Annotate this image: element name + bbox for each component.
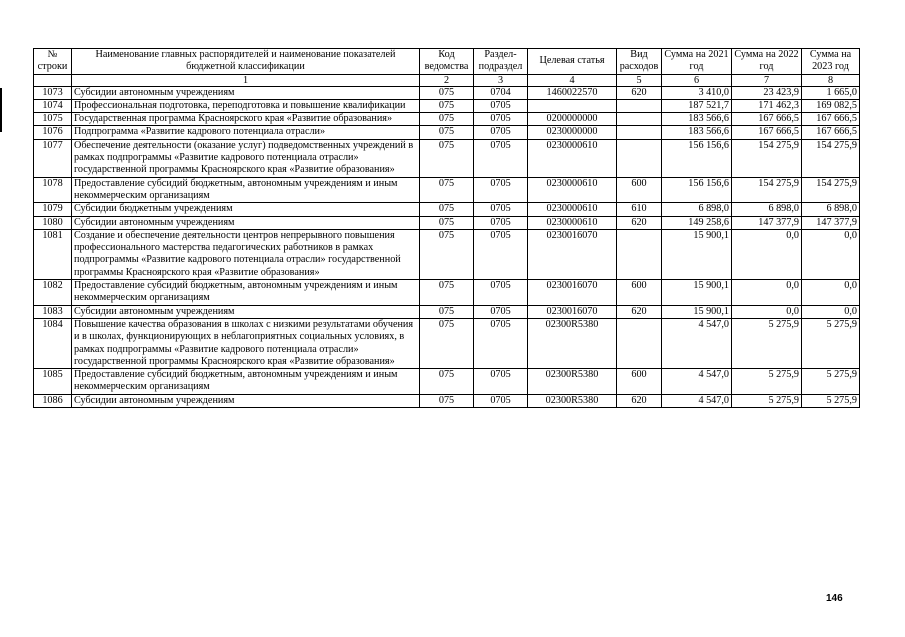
name-cell: Субсидии бюджетным учреждениям — [72, 203, 420, 216]
sum-2022-cell: 171 462,3 — [732, 99, 802, 112]
header-name: Наименование главных распорядителей и наименование показателей бюджетной классификации — [72, 49, 420, 75]
row-number-cell: 1080 — [34, 216, 72, 229]
expense-type-cell — [617, 126, 662, 139]
row-number-cell: 1082 — [34, 280, 72, 306]
expense-type-cell: 620 — [617, 394, 662, 407]
table-row — [34, 113, 860, 126]
expense-type-cell: 620 — [617, 305, 662, 318]
section-cell: 0705 — [474, 318, 528, 368]
expense-type-cell — [617, 229, 662, 279]
header-expense-type: Вид расходов — [617, 49, 662, 75]
sum-2021-cell: 6 898,0 — [662, 203, 732, 216]
header-department-code: Код ведомства — [420, 49, 474, 75]
header-section: Раздел-подраздел — [474, 49, 528, 75]
name-cell: Повышение качества образования в школах с низкими результатами обучения и в школах, функционирующих в неблагоприятных социальных условиях, в рамках подпрограммы «Развитие кадрового потенциала отрасли» государственной программы Красноярского края «Развитие образования» — [72, 318, 420, 368]
expense-type-cell — [617, 139, 662, 177]
target-article-cell: 1460022570 — [528, 86, 617, 99]
department-code-cell: 075 — [420, 177, 474, 203]
department-code-cell: 075 — [420, 126, 474, 139]
target-article-cell: 0230000610 — [528, 177, 617, 203]
sum-2021-cell: 4 547,0 — [662, 369, 732, 395]
sum-2022-cell: 154 275,9 — [732, 177, 802, 203]
table-row — [34, 369, 860, 395]
section-cell: 0705 — [474, 369, 528, 395]
expense-type-cell: 620 — [617, 86, 662, 99]
target-article-cell: 0230000610 — [528, 203, 617, 216]
department-code-cell: 075 — [420, 203, 474, 216]
section-cell: 0705 — [474, 280, 528, 306]
header-row-number: № строки — [34, 49, 72, 75]
row-number-cell: 1084 — [34, 318, 72, 368]
margin-mark — [0, 88, 2, 132]
sum-2022-cell: 0,0 — [732, 280, 802, 306]
department-code-cell: 075 — [420, 86, 474, 99]
name-cell: Государственная программа Красноярского края «Развитие образования» — [72, 113, 420, 126]
table-row — [34, 394, 860, 407]
sum-2023-cell: 167 666,5 — [802, 126, 860, 139]
expense-type-cell — [617, 113, 662, 126]
sum-2022-cell: 23 423,9 — [732, 86, 802, 99]
table-row — [34, 280, 860, 306]
department-code-cell: 075 — [420, 318, 474, 368]
header-sum-2021: Сумма на 2021 год — [662, 49, 732, 75]
column-number: 5 — [617, 74, 662, 86]
sum-2023-cell: 0,0 — [802, 229, 860, 279]
header-sum-2022: Сумма на 2022 год — [732, 49, 802, 75]
column-number: 8 — [802, 74, 860, 86]
sum-2023-cell: 169 082,5 — [802, 99, 860, 112]
table-row — [34, 139, 860, 177]
sum-2021-cell: 183 566,6 — [662, 126, 732, 139]
sum-2022-cell: 154 275,9 — [732, 139, 802, 177]
department-code-cell: 075 — [420, 305, 474, 318]
sum-2021-cell: 187 521,7 — [662, 99, 732, 112]
table-row — [34, 229, 860, 279]
sum-2022-cell: 5 275,9 — [732, 394, 802, 407]
target-article-cell: 0230016070 — [528, 305, 617, 318]
budget-table — [33, 48, 860, 408]
target-article-cell: 02300R5380 — [528, 318, 617, 368]
sum-2022-cell: 5 275,9 — [732, 369, 802, 395]
sum-2021-cell: 15 900,1 — [662, 280, 732, 306]
row-number-cell: 1077 — [34, 139, 72, 177]
sum-2021-cell: 4 547,0 — [662, 394, 732, 407]
target-article-cell: 0230016070 — [528, 280, 617, 306]
department-code-cell: 075 — [420, 280, 474, 306]
sum-2023-cell: 154 275,9 — [802, 177, 860, 203]
section-cell: 0705 — [474, 229, 528, 279]
sum-2022-cell: 147 377,9 — [732, 216, 802, 229]
table-body — [34, 86, 860, 407]
department-code-cell: 075 — [420, 139, 474, 177]
target-article-cell: 02300R5380 — [528, 369, 617, 395]
sum-2021-cell: 4 547,0 — [662, 318, 732, 368]
sum-2021-cell: 3 410,0 — [662, 86, 732, 99]
sum-2022-cell: 6 898,0 — [732, 203, 802, 216]
name-cell: Субсидии автономным учреждениям — [72, 394, 420, 407]
row-number-cell: 1074 — [34, 99, 72, 112]
row-number-cell: 1073 — [34, 86, 72, 99]
section-cell: 0705 — [474, 177, 528, 203]
sum-2022-cell: 0,0 — [732, 305, 802, 318]
table-row — [34, 99, 860, 112]
sum-2023-cell: 0,0 — [802, 280, 860, 306]
department-code-cell: 075 — [420, 113, 474, 126]
column-number: 7 — [732, 74, 802, 86]
column-number: 4 — [528, 74, 617, 86]
column-number: 3 — [474, 74, 528, 86]
target-article-cell: 0230000610 — [528, 216, 617, 229]
sum-2021-cell: 149 258,6 — [662, 216, 732, 229]
name-cell: Предоставление субсидий бюджетным, автономным учреждениям и иным некоммерческим организациям — [72, 177, 420, 203]
sum-2023-cell: 6 898,0 — [802, 203, 860, 216]
section-cell: 0705 — [474, 216, 528, 229]
sum-2022-cell: 167 666,5 — [732, 126, 802, 139]
department-code-cell: 075 — [420, 394, 474, 407]
section-cell: 0705 — [474, 203, 528, 216]
sum-2023-cell: 1 665,0 — [802, 86, 860, 99]
row-number-cell: 1083 — [34, 305, 72, 318]
column-number: 6 — [662, 74, 732, 86]
section-cell: 0705 — [474, 113, 528, 126]
row-number-cell: 1085 — [34, 369, 72, 395]
sum-2022-cell: 167 666,5 — [732, 113, 802, 126]
expense-type-cell: 610 — [617, 203, 662, 216]
section-cell: 0705 — [474, 305, 528, 318]
column-number: 1 — [72, 74, 420, 86]
row-number-cell: 1076 — [34, 126, 72, 139]
department-code-cell: 075 — [420, 216, 474, 229]
department-code-cell: 075 — [420, 99, 474, 112]
sum-2021-cell: 183 566,6 — [662, 113, 732, 126]
sum-2021-cell: 15 900,1 — [662, 229, 732, 279]
sum-2023-cell: 147 377,9 — [802, 216, 860, 229]
header-row — [34, 49, 860, 75]
row-number-cell: 1081 — [34, 229, 72, 279]
sum-2023-cell: 0,0 — [802, 305, 860, 318]
column-number-row — [34, 74, 860, 86]
expense-type-cell — [617, 318, 662, 368]
section-cell: 0705 — [474, 139, 528, 177]
sum-2023-cell: 5 275,9 — [802, 318, 860, 368]
sum-2022-cell: 0,0 — [732, 229, 802, 279]
name-cell: Предоставление субсидий бюджетным, автономным учреждениям и иным некоммерческим организациям — [72, 280, 420, 306]
sum-2023-cell: 167 666,5 — [802, 113, 860, 126]
name-cell: Профессиональная подготовка, переподготовка и повышение квалификации — [72, 99, 420, 112]
sum-2023-cell: 5 275,9 — [802, 394, 860, 407]
target-article-cell — [528, 99, 617, 112]
page-number: 146 — [826, 593, 843, 604]
sum-2021-cell: 156 156,6 — [662, 177, 732, 203]
section-cell: 0705 — [474, 126, 528, 139]
name-cell: Субсидии автономным учреждениям — [72, 86, 420, 99]
sum-2023-cell: 154 275,9 — [802, 139, 860, 177]
section-cell: 0704 — [474, 86, 528, 99]
department-code-cell: 075 — [420, 369, 474, 395]
target-article-cell: 0230016070 — [528, 229, 617, 279]
header-sum-2023: Сумма на 2023 год — [802, 49, 860, 75]
target-article-cell: 0200000000 — [528, 113, 617, 126]
name-cell: Обеспечение деятельности (оказание услуг) подведомственных учреждений в рамках подпрограммы «Развитие кадрового потенциала отрасли» государственной программы Красноярского края «Развитие образования» — [72, 139, 420, 177]
row-number-cell: 1078 — [34, 177, 72, 203]
row-number-cell: 1075 — [34, 113, 72, 126]
table-row — [34, 305, 860, 318]
expense-type-cell: 600 — [617, 369, 662, 395]
expense-type-cell: 600 — [617, 280, 662, 306]
table-row — [34, 216, 860, 229]
sum-2021-cell: 156 156,6 — [662, 139, 732, 177]
expense-type-cell: 620 — [617, 216, 662, 229]
sum-2021-cell: 15 900,1 — [662, 305, 732, 318]
name-cell: Предоставление субсидий бюджетным, автономным учреждениям и иным некоммерческим организациям — [72, 369, 420, 395]
department-code-cell: 075 — [420, 229, 474, 279]
table-row — [34, 203, 860, 216]
table-row — [34, 126, 860, 139]
column-number — [34, 74, 72, 86]
target-article-cell: 0230000610 — [528, 139, 617, 177]
header-target-article: Целевая статья — [528, 49, 617, 75]
row-number-cell: 1086 — [34, 394, 72, 407]
expense-type-cell — [617, 99, 662, 112]
table-row — [34, 177, 860, 203]
table-row — [34, 86, 860, 99]
sum-2023-cell: 5 275,9 — [802, 369, 860, 395]
name-cell: Субсидии автономным учреждениям — [72, 216, 420, 229]
row-number-cell: 1079 — [34, 203, 72, 216]
section-cell: 0705 — [474, 99, 528, 112]
name-cell: Создание и обеспечение деятельности центров непрерывного повышения профессионального мастерства педагогических работников в рамках подпрограммы «Развитие кадрового потенциала отрасли» государственной программы Красноярского края «Развитие образования» — [72, 229, 420, 279]
sum-2022-cell: 5 275,9 — [732, 318, 802, 368]
name-cell: Субсидии автономным учреждениям — [72, 305, 420, 318]
name-cell: Подпрограмма «Развитие кадрового потенциала отрасли» — [72, 126, 420, 139]
target-article-cell: 0230000000 — [528, 126, 617, 139]
table-row — [34, 318, 860, 368]
target-article-cell: 02300R5380 — [528, 394, 617, 407]
section-cell: 0705 — [474, 394, 528, 407]
column-number: 2 — [420, 74, 474, 86]
expense-type-cell: 600 — [617, 177, 662, 203]
